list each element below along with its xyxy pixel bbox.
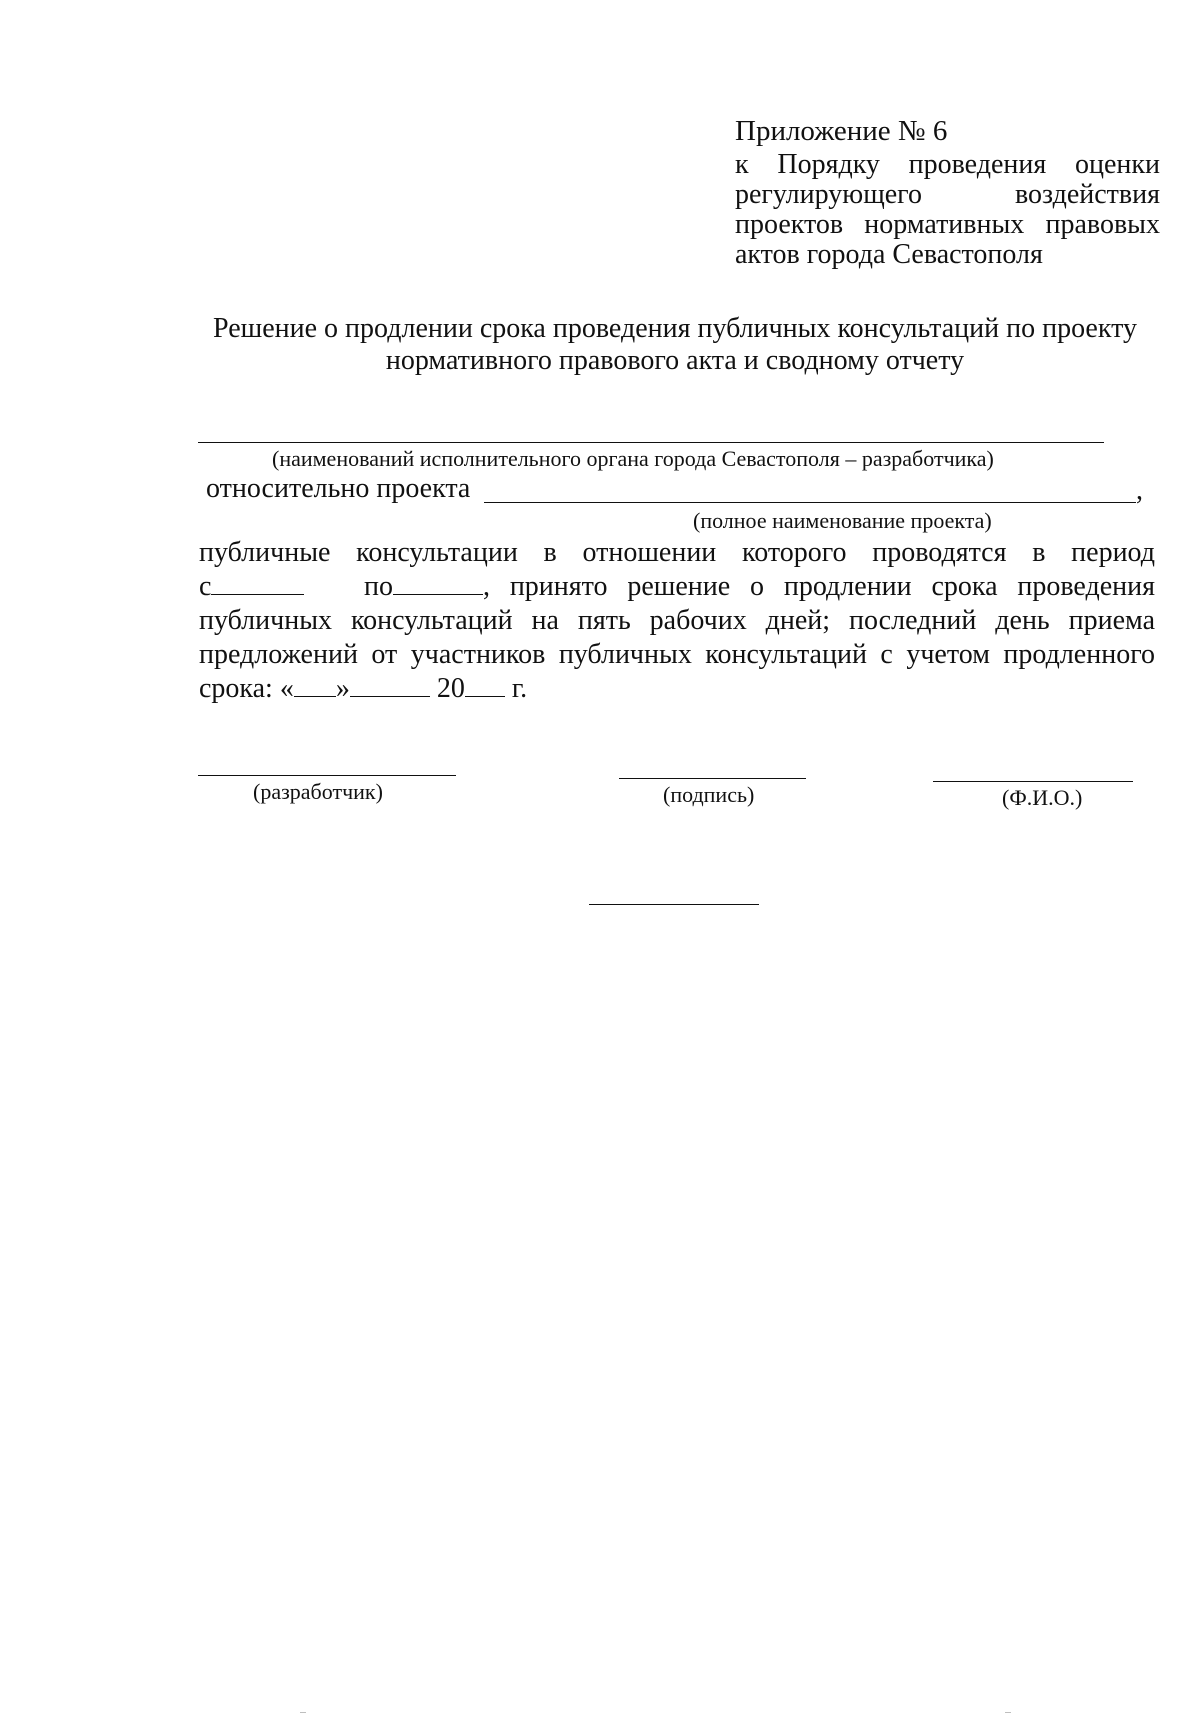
appendix-line-1: к Порядку проведения оценки xyxy=(735,149,1160,180)
scan-artifact-right xyxy=(1005,1712,1011,1713)
regarding-comma: , xyxy=(1136,475,1143,506)
organ-name-caption: (наименований исполнительного органа города Севастополя – разработчика) xyxy=(272,446,994,471)
signature-line xyxy=(619,778,806,779)
regarding-project-label: относительно проекта xyxy=(206,473,471,504)
deadline-year-prefix: 20 xyxy=(436,673,465,704)
paragraph-line-1: публичные консультации в отношении которого проводятся в период xyxy=(199,537,1155,568)
deadline-month-blank xyxy=(350,673,430,697)
period-from-blank xyxy=(211,571,304,595)
deadline-day-blank xyxy=(294,673,336,697)
document-title xyxy=(190,313,1160,377)
period-from-label: с xyxy=(199,571,212,602)
developer-caption: (разработчик) xyxy=(253,779,383,804)
signature-caption: (подпись) xyxy=(663,782,755,807)
deadline-year-blank xyxy=(465,673,505,697)
deadline-quote-close: » xyxy=(335,673,350,704)
full-name-caption: (Ф.И.О.) xyxy=(1002,785,1083,810)
title-line-2: нормативного правового акта и сводному отчету xyxy=(385,345,965,376)
appendix-line-3: проектов нормативных правовых xyxy=(735,209,1160,240)
paragraph-line-2 xyxy=(199,570,1155,604)
period-rest: , принято решение о продлении срока проведения xyxy=(482,571,1155,602)
project-name-caption: (полное наименование проекта) xyxy=(693,508,992,533)
closing-separator xyxy=(589,904,759,905)
period-to-blank xyxy=(393,571,483,595)
deadline-year-suffix: г. xyxy=(511,673,528,704)
appendix-line-2: регулирующего воздействия xyxy=(735,179,1160,210)
scan-artifact-left xyxy=(300,1712,306,1713)
developer-signature-line xyxy=(198,775,456,776)
appendix-number: Приложение № 6 xyxy=(735,115,948,147)
full-name-line xyxy=(933,781,1133,782)
appendix-line-4: актов города Севастополя xyxy=(735,239,1043,270)
project-name-blank xyxy=(484,502,1136,503)
organ-name-blank xyxy=(198,442,1104,443)
title-line-1: Решение о продлении срока проведения публичных консультаций по проекту xyxy=(213,313,1137,344)
paragraph-line-5 xyxy=(199,672,1155,706)
appendix-header xyxy=(735,116,1160,270)
period-to-label: по xyxy=(363,571,393,602)
paragraph-line-3: публичных консультаций на пять рабочих дней; последний день приема xyxy=(199,605,1155,636)
paragraph-line-4: предложений от участников публичных консультаций с учетом продленного xyxy=(199,639,1155,670)
deadline-prefix: срока: « xyxy=(199,673,294,704)
